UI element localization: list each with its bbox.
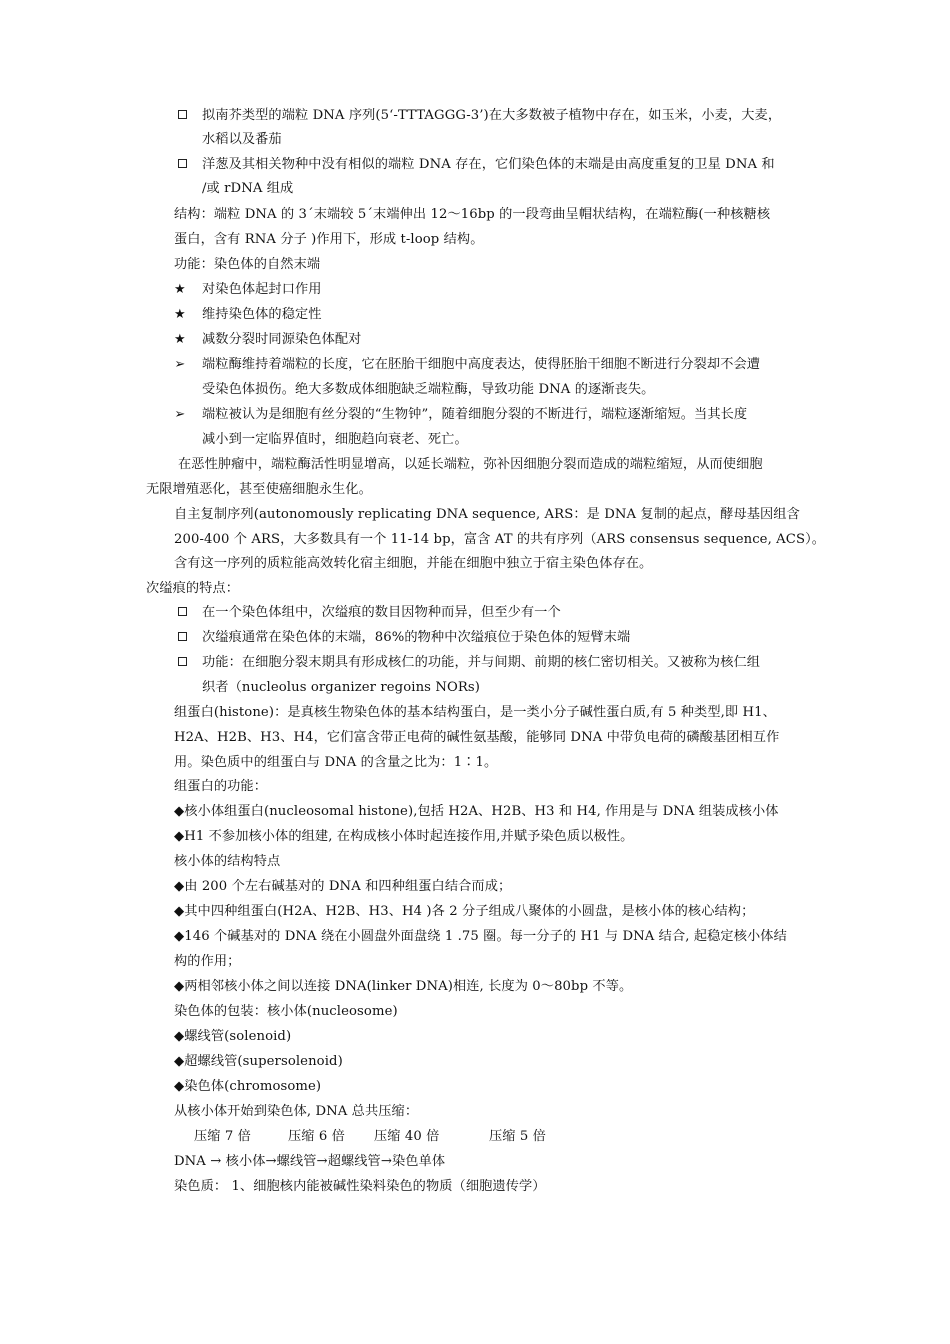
biological-clock-line2: 减小到一定临界值时，细胞趋向衰老、死亡。: [202, 432, 468, 447]
structure-line1: 结构：端粒 DNA 的 3´末端较 5´末端伸出 12～16bp 的一段弯曲呈帽状结构，在端粒酶(一种核糖核: [174, 207, 771, 222]
checkbox-bullet-icon: [174, 106, 190, 126]
onion-telomere-line1: 洋葱及其相关物种中没有相似的端粒 DNA 存在，它们染色体的末端是由高度重复的卫星 DNA 和: [202, 157, 775, 172]
ars-line2: 200-400 个 ARS，大多数具有一个 11-14 bp，富含 AT 的共有序列（ARS consensus sequence, ACS）。: [174, 532, 826, 547]
star-item-2: 维持染色体的稳定性: [202, 307, 322, 322]
star-bullet-icon: ★: [174, 307, 186, 322]
telomere-arabidopsis-line2: 水稻以及番茄: [202, 132, 282, 147]
checkbox-bullet-icon: [174, 603, 190, 623]
nucleosome-feature-2: ◆其中四种组蛋白(H2A、H2B、H3、H4 )各 2 分子组成八聚体的小圆盘，是核小体的核心结构；: [174, 904, 755, 919]
checkbox-bullet-icon: [174, 653, 190, 673]
compression-ratio-1: 压缩 7 倍: [194, 1129, 251, 1144]
checkbox-bullet-icon: [174, 155, 190, 175]
nucleosome-title: 核小体的结构特点: [174, 854, 281, 869]
telomere-arabidopsis-line1: 拟南芥类型的端粒 DNA 序列(5‘-TTTAGGG-3’)在大多数被子植物中存在，如玉米，小麦，大麦，: [202, 108, 782, 123]
histone-line3: 用。染色质中的组蛋白与 DNA 的含量之比为：1∶1。: [174, 755, 498, 770]
histone-line1: 组蛋白(histone)：是真核生物染色体的基本结构蛋白，是一类小分子碱性蛋白质,有 5 种类型,即 H1、: [174, 705, 776, 720]
tumor-line2: 无限增殖恶化，甚至使癌细胞永生化。: [146, 482, 372, 497]
compression-chain: DNA → 核小体→螺线管→超螺线管→染色单体: [174, 1154, 446, 1169]
chromatin-definition: 染色质： 1、细胞核内能被碱性染料染色的物质（细胞遗传学）: [174, 1179, 546, 1194]
checkbox-bullet-icon: [174, 628, 190, 648]
star-bullet-icon: ★: [174, 332, 186, 347]
secondary-item-2: 次缢痕通常在染色体的末端，86%的物种中次缢痕位于染色体的短臂末端: [202, 630, 631, 645]
telomerase-line2: 受染色体损伤。绝大多数成体细胞缺乏端粒酶，导致功能 DNA 的逐渐丧失。: [202, 382, 655, 397]
biological-clock-line1: 端粒被认为是细胞有丝分裂的“生物钟”，随着细胞分裂的不断进行，端粒逐渐缩短。当其长度: [202, 407, 748, 422]
packaging-item-solenoid: ◆螺线管(solenoid): [174, 1029, 292, 1044]
compression-ratio-3: 压缩 40 倍: [374, 1129, 440, 1144]
nucleosome-feature-3-line2: 构的作用；: [174, 954, 241, 969]
telomerase-line1: 端粒酶维持着端粒的长度，它在胚胎干细胞中高度表达，使得胚胎干细胞不断进行分裂却不会遭: [202, 357, 761, 372]
star-item-3: 减数分裂时同源染色体配对: [202, 332, 362, 347]
star-item-1: 对染色体起封口作用: [202, 282, 322, 297]
secondary-item-3-line2: 织者（nucleolus organizer regoins NORs): [202, 680, 481, 695]
compression-ratio-4: 压缩 5 倍: [489, 1129, 546, 1144]
function-title: 功能：染色体的自然末端: [174, 257, 321, 272]
structure-line2: 蛋白，含有 RNA 分子 )作用下，形成 t-loop 结构。: [174, 232, 484, 247]
histone-line2: H2A、H2B、H3、H4，它们富含带正电荷的碱性氨基酸，能够同 DNA 中带负电荷的磷酸基团相互作: [174, 730, 780, 745]
histone-function-1: ◆核小体组蛋白(nucleosomal histone),包括 H2A、H2B、H3 和 H4, 作用是与 DNA 组装成核小体: [174, 804, 779, 819]
compression-ratio-2: 压缩 6 倍: [288, 1129, 345, 1144]
onion-telomere-line2: /或 rDNA 组成: [202, 181, 294, 196]
histone-function-title: 组蛋白的功能：: [174, 779, 268, 794]
histone-function-2: ◆H1 不参加核小体的组建, 在构成核小体时起连接作用,并赋予染色质以极性。: [174, 829, 634, 844]
secondary-item-3-line1: 功能：在细胞分裂末期具有形成核仁的功能，并与间期、前期的核仁密切相关。又被称为核仁组: [202, 655, 761, 670]
packaging-item-chromosome: ◆染色体(chromosome): [174, 1079, 322, 1094]
ars-line3: 含有这一序列的质粒能高效转化宿主细胞，并能在细胞中独立于宿主染色体存在。: [174, 556, 653, 571]
ars-line1: 自主复制序列(autonomously replicating DNA sequence, ARS：是 DNA 复制的起点，酵母基因组含: [174, 507, 800, 522]
nucleosome-feature-1: ◆由 200 个左右碱基对的 DNA 和四种组蛋白结合而成；: [174, 879, 512, 894]
tumor-line1: 在恶性肿瘤中，端粒酶活性明显增高，以延长端粒，弥补因细胞分裂而造成的端粒缩短，从而使细胞: [178, 457, 763, 472]
arrow-bullet-icon: ➢: [174, 357, 186, 372]
arrow-bullet-icon: ➢: [174, 407, 186, 422]
packaging-title: 染色体的包装：核小体(nucleosome): [174, 1004, 398, 1019]
secondary-constriction-title: 次缢痕的特点：: [146, 581, 240, 596]
nucleosome-feature-3-line1: ◆146 个碱基对的 DNA 绕在小圆盘外面盘绕 1 .75 圈。每一分子的 H1 与 DNA 结合, 起稳定核小体结: [174, 929, 787, 944]
packaging-item-supersolenoid: ◆超螺线管(supersolenoid): [174, 1054, 343, 1069]
secondary-item-1: 在一个染色体组中，次缢痕的数目因物种而异，但至少有一个: [202, 605, 561, 620]
star-bullet-icon: ★: [174, 282, 186, 297]
nucleosome-feature-4: ◆两相邻核小体之间以连接 DNA(linker DNA)相连, 长度为 0～80bp 不等。: [174, 979, 633, 994]
compression-title: 从核小体开始到染色体, DNA 总共压缩：: [174, 1104, 419, 1119]
